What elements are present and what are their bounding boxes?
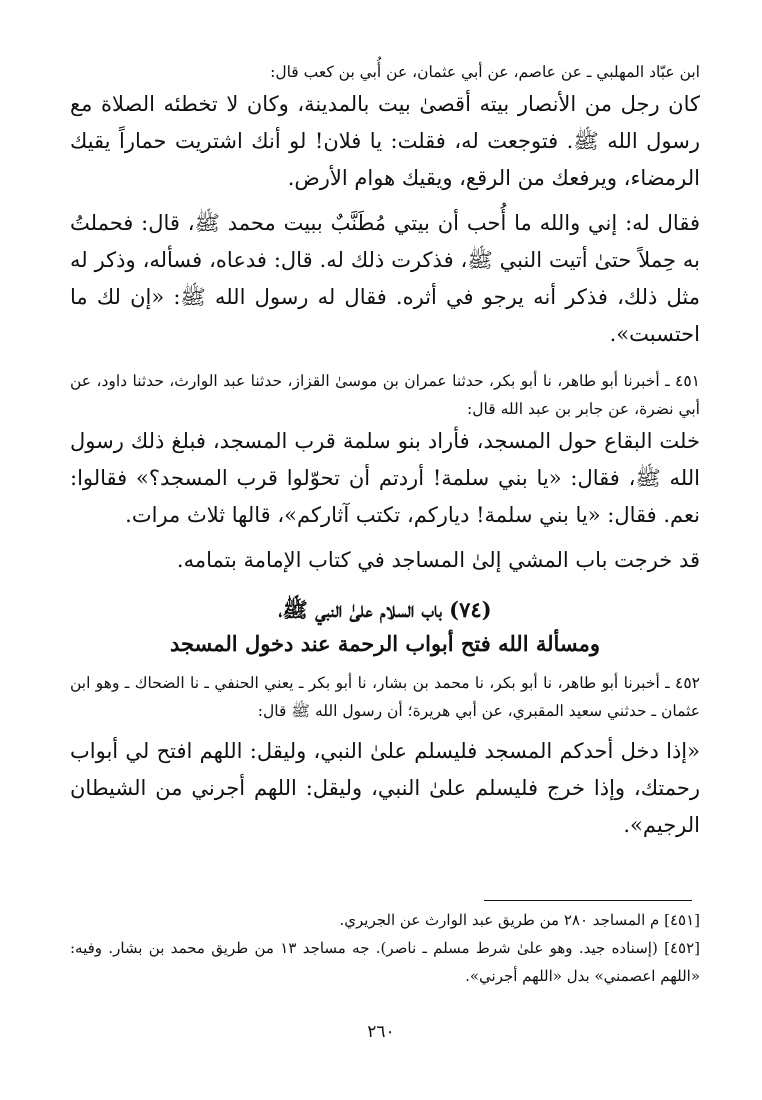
spacer [70,197,700,205]
hadith-text-450-part2: فقال له: إني والله ما أُحب أن بيتي مُطَنَّبٌ ببيت محمد ﷺ، قال: فحملتُ به حِملاً حتىٰ أتيت النبي ﷺ، فذكرت ذلك له. قال: فدعاه، فسأله، وذكر له مثل ذلك، فذكر أنه يرجو في أثره. فقال له رسول الله ﷺ: «إن لك ما احتسبت». [70,211,700,346]
footnote-separator [484,900,692,901]
spacer [70,725,700,733]
hadith-text-451: خلت البقاع حول المسجد، فأراد بنو سلمة قرب المسجد، فبلغ ذلك رسول الله ﷺ، فقال: «يا بني سلمة! أردتم أن تحوّلوا قرب المسجد؟» فقالوا: نعم. فقال: «يا بني سلمة! دياركم، تكتب آثاركم»، قالها ثلاث مرات. [70,429,700,527]
isnad-452: ٤٥٢ ـ أخبرنا أبو طاهر، نا أبو بكر، نا محمد بن بشار، نا أبو بكر ـ يعني الحنفي ـ نا الضحاك ـ وهو ابن عثمان ـ حدثني سعيد المقبري، عن أبي هريرة؛ أن رسول الله ﷺ قال: [70,674,700,720]
footnote-452: [٤٥٢] (إسناده جيد. وهو علىٰ شرط مسلم ـ ناصر). جه مساجد ١٣ من طريق محمد بن بشار. وفيه: «اللهم اعصمني» بدل «اللهم أجرني». [70,939,700,985]
isnad-continuation: ابن عبّاد المهلبي ـ عن عاصم، عن أبي عثمان، عن أُبي بن كعب قال: [270,63,700,81]
chapter-heading-line2: ومسألة الله فتح أبواب الرحمة عند دخول المسجد [169,631,601,656]
hadith-text-450-part1: كان رجل من الأنصار بيته أقصىٰ بيت بالمدينة، وكان لا تخطئه الصلاة مع رسول الله ﷺ. فتوجعت له، فقلت: يا فلان! لو أنك اشتريت حماراً يقيك الرمضاء، ويرفعك من الرقع، ويقيك هوام الأرض. [70,92,700,190]
isnad-451: ٤٥١ ـ أخبرنا أبو طاهر، نا أبو بكر، حدثنا عمران بن موسىٰ القزاز، حدثنا عبد الوارث، حدثنا داود، عن أبي نضرة، عن جابر بن عبد الله قال: [70,372,700,418]
spacer [70,661,700,669]
footnote-451: [٤٥١] م المساجد ٢٨٠ من طريق عبد الوارث عن الجريري. [339,911,700,929]
chapter-heading-line1: (٧٤) باب السلام علىٰ النبي ﷺ، [278,597,492,622]
spacer [70,353,700,367]
page-number: ٢٦٠ [367,1022,395,1042]
chapter-note: قد خرجت باب المشي إلىٰ المساجد في كتاب الإمامة بتمامه. [176,548,700,572]
main-text [70,58,700,844]
spacer [70,534,700,542]
spacer [70,579,700,593]
footnotes [70,906,700,990]
hadith-text-452: «إذا دخل أحدكم المسجد فليسلم علىٰ النبي، وليقل: اللهم افتح لي أبواب رحمتك، وإذا خرج فليسلم علىٰ النبي، وليقل: اللهم أجرني من الشيطان الرجيم». [70,739,700,837]
